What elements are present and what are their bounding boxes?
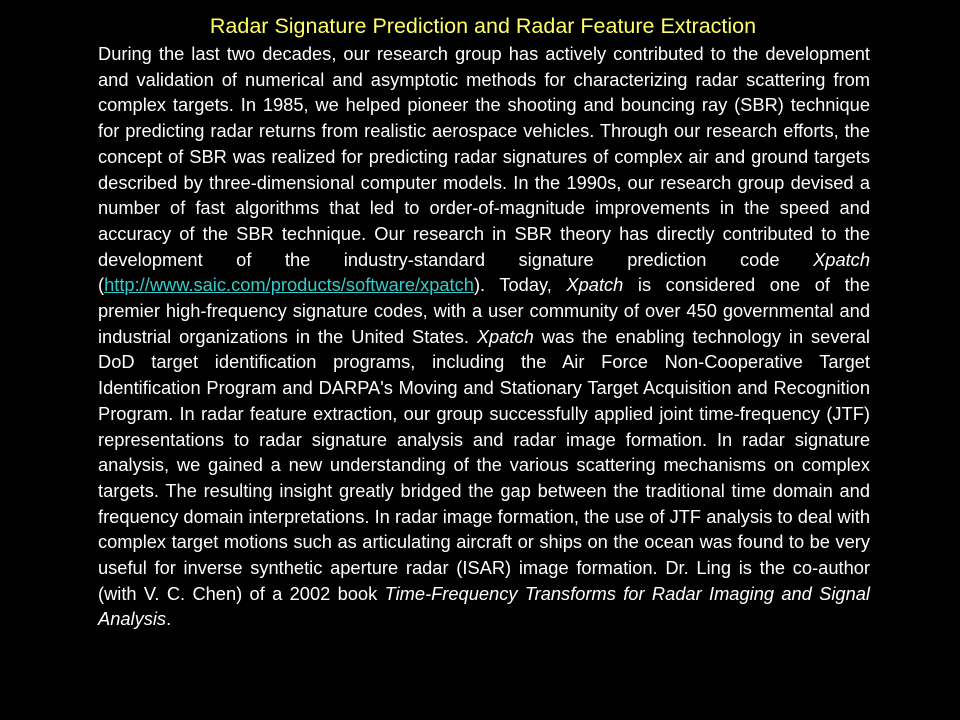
book-title: Time-Frequency Transforms for Radar Imaging and Signal Analysis bbox=[98, 582, 870, 630]
body-paragraph bbox=[98, 41, 870, 632]
xpatch-link[interactable]: http://www.saic.com/products/software/xpatch bbox=[104, 274, 474, 296]
body-text-part-4: was the enabling technology in several DoD target identification programs, including the Air Force Non-Cooperative Target Identification Program and DARPA's Moving and Stationary Target Acquisition and Recognition Program. In radar feature extraction, our group successfully applied joint time-frequency (JTF) representations to radar signature analysis and radar image formation. In radar signature analysis, we gained a new understanding of the various scattering mechanisms on complex targets. The resulting insight greatly bridged the gap between the traditional time domain and frequency domain interpretations. In radar image formation, the use of JTF analysis to deal with complex target motions such as articulating aircraft or ships on the ocean was found to be very useful for inverse synthetic aperture radar (ISAR) image formation. Dr. Ling is the co-author (with V. C. Chen) of a 2002 book bbox=[98, 325, 870, 604]
slide-title: Radar Signature Prediction and Radar Feature Extraction bbox=[209, 14, 757, 38]
body-text-part-2: ). Today, bbox=[473, 274, 567, 296]
xpatch-name-2: Xpatch bbox=[566, 274, 624, 296]
xpatch-name-3: Xpatch bbox=[476, 325, 534, 347]
body-text-part-3: is considered one of the premier high-frequency signature codes, with a user community of over 450 governmental and industrial organizations in the United States. bbox=[98, 274, 870, 347]
body-text-part-5: . bbox=[166, 608, 172, 630]
body-text-part-1: During the last two decades, our research group has actively contributed to the development and validation of numerical and asymptotic methods for characterizing radar scattering from complex targets. In 1985, we helped pioneer the shooting and bouncing ray (SBR) technique for predicting radar returns from realistic aerospace vehicles. Through our research efforts, the concept of SBR was realized for predicting radar signatures of complex air and ground targets described by three-dimensional computer models. In the 1990s, our research group devised a number of fast algorithms that led to order-of-magnitude improvements in the speed and accuracy of the SBR technique. Our research in SBR theory has directly contributed to the development of the industry-standard signature prediction code bbox=[98, 43, 870, 270]
xpatch-name-1: Xpatch bbox=[813, 248, 870, 270]
paren-open: ( bbox=[98, 274, 105, 296]
